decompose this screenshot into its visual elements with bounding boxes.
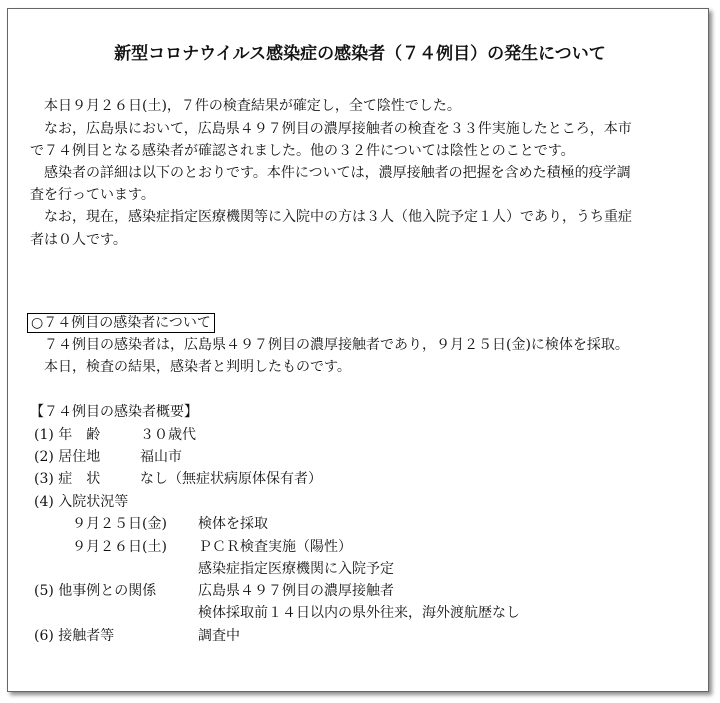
admission-label: (4) 入院状況等 (34, 494, 129, 510)
admission-event: 検体を採取 (198, 516, 268, 532)
intro-paragraph-3-line-2: 査を行っています。 (30, 187, 155, 203)
intro-paragraph-4-line-1: なお，現在，感染症指定医療機関等に入院中の方は３人（他入院予定１人）であり，うち重症 (44, 209, 632, 225)
relation-label: (5) 他事例との関係 (34, 583, 157, 599)
relation-value-1: 広島県４９７例目の濃厚接触者 (198, 583, 394, 599)
symptom-value: なし（無症状病原体保有者） (140, 471, 322, 487)
admission-date: ９月２６日(土) (72, 539, 167, 555)
section-heading-wrap (27, 313, 707, 333)
residence-value: 福山市 (140, 449, 182, 465)
intro-paragraph-4-line-2: 者は０人です。 (30, 232, 127, 248)
intro-paragraph-2-line-2: で７４例目となる感染者が確認されました。他の３２件については陰性とのことです。 (30, 143, 575, 159)
section-line-2: 本日，検査の結果，感染者と判明したものです。 (44, 359, 351, 375)
relation-value-2: 検体採取前１４日以内の県外往来，海外渡航歴なし (198, 605, 520, 621)
admission-event: 感染症指定医療機関に入院予定 (198, 561, 394, 577)
intro-paragraph-2-line-1: なお，広島県において，広島県４９７例目の濃厚接触者の検査を３３件実施したところ，本市 (44, 121, 632, 137)
intro-paragraph-1: 本日９月２６日(土)，７件の検査結果が確定し，全て陰性でした。 (44, 98, 461, 114)
intro-paragraph-3-line-1: 感染者の詳細は以下のとおりです。本件については，濃厚接触者の把握を含めた積極的疫学調 (44, 165, 631, 181)
admission-date: ９月２５日(金) (72, 516, 167, 532)
age-value: ３０歳代 (140, 427, 196, 443)
contacts-label: (6) 接触者等 (34, 628, 115, 644)
admission-event: ＰＣＲ検査実施（陽性） (198, 539, 352, 555)
symptom-label: (3) 症 状 (34, 471, 101, 487)
summary-heading: 【７４例目の感染者概要】 (30, 404, 198, 420)
contacts-value: 調査中 (198, 628, 240, 644)
age-label: (1) 年 齢 (34, 427, 101, 443)
page-title: 新型コロナウイルス感染症の感染者（７４例目）の発生について (114, 44, 606, 64)
section-heading: ○７４例目の感染者について (27, 313, 215, 333)
section-line-1: ７４例目の感染者は，広島県４９７例目の濃厚接触者であり，９月２５日(金)に検体を採取。 (44, 337, 629, 353)
residence-label: (2) 居住地 (34, 449, 101, 465)
